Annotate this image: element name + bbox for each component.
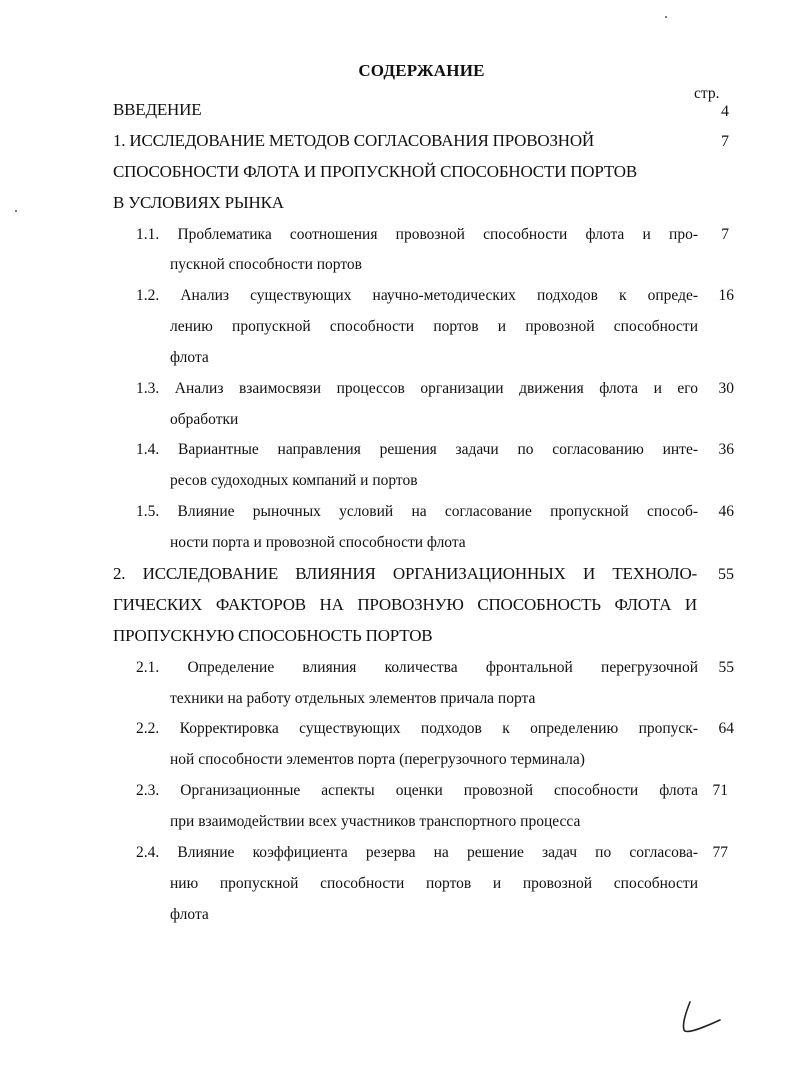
toc-entry-section-2-2	[136, 720, 734, 772]
toc-entry-chapter-2	[113, 564, 734, 654]
toc-entry-section-2-3	[136, 782, 728, 834]
toc-entry-section-2-1	[136, 659, 734, 711]
toc-entry-section-1-3	[136, 380, 734, 432]
toc-entry-page: 46	[718, 503, 734, 520]
toc-entry-line: техники на работу отдельных элементов причала порта	[170, 690, 536, 707]
toc-entry-section-1-4	[136, 441, 734, 493]
toc-entry-line: ности порта и провозной способности флота	[170, 534, 466, 551]
toc-entry-page: 7	[721, 133, 729, 150]
toc-entry-line: обработки	[170, 411, 239, 428]
toc-entry-line: В УСЛОВИЯХ РЫНКА	[113, 193, 284, 212]
toc-entry-section-2-4	[136, 844, 728, 928]
toc-entry-line: 1.5. Влияние рыночных условий на согласование пропускной способ-	[136, 503, 698, 520]
page-column-header: стр.	[694, 85, 720, 102]
toc-entry-page: 4	[721, 103, 729, 120]
toc-entry-line: 1.2. Анализ существующих научно-методических подходов к опреде-	[136, 287, 698, 304]
toc-entry-line: пускной способности портов	[170, 256, 362, 273]
toc-entry-section-1-1	[136, 226, 729, 278]
toc-entry-line: СПОСОБНОСТИ ФЛОТА И ПРОПУСКНОЙ СПОСОБНОСТИ ПОРТОВ	[113, 162, 638, 181]
toc-entry-line: 2.2. Корректировка существующих подходов к определению пропуск-	[136, 720, 698, 737]
toc-entry-page: 30	[718, 380, 734, 397]
toc-entry-line: ПРОПУСКНУЮ СПОСОБНОСТЬ ПОРТОВ	[113, 626, 433, 645]
toc-entry-line: ной способности элементов порта (перегрузочного терминала)	[170, 751, 585, 768]
toc-entry-line: 2. ИССЛЕДОВАНИЕ ВЛИЯНИЯ ОРГАНИЗАЦИОННЫХ И ТЕХНОЛО-	[113, 564, 697, 583]
toc-entry-line: ГИЧЕСКИХ ФАКТОРОВ НА ПРОВОЗНУЮ СПОСОБНОСТЬ ФЛОТА И	[113, 595, 697, 614]
toc-entry-line: ВВЕДЕНИЕ	[113, 100, 202, 119]
toc-entry-line: ресов судоходных компаний и портов	[170, 472, 418, 489]
toc-entry-line: нию пропускной способности портов и провозной способности	[170, 875, 698, 892]
toc-entry-introduction	[113, 100, 729, 126]
page-title: СОДЕРЖАНИЕ	[358, 61, 485, 80]
toc-entry-page: 36	[718, 441, 734, 458]
toc-entry-line: 1. ИССЛЕДОВАНИЕ МЕТОДОВ СОГЛАСОВАНИЯ ПРОВОЗНОЙ	[113, 131, 595, 150]
toc-entry-line: при взаимодействии всех участников транспортного процесса	[170, 813, 581, 830]
toc-entry-line: 2.3. Организационные аспекты оценки провозной способности флота	[136, 782, 698, 799]
toc-entry-page: 16	[718, 287, 734, 304]
toc-entry-page: 64	[718, 720, 734, 737]
toc-entry-section-1-5	[136, 503, 734, 555]
handwritten-signature-mark	[676, 996, 726, 1036]
toc-entry-page: 77	[712, 844, 728, 861]
toc-entry-line: 1.1. Проблематика соотношения провозной способности флота и про-	[136, 226, 698, 243]
scan-speck	[15, 210, 17, 212]
toc-entry-line: флота	[170, 906, 209, 923]
toc-entry-line: 1.3. Анализ взаимосвязи процессов организации движения флота и его	[136, 380, 698, 397]
toc-entry-page: 7	[721, 226, 729, 243]
toc-entry-page: 55	[718, 659, 734, 676]
toc-entry-section-1-2	[136, 287, 734, 371]
toc-entry-line: 2.4. Влияние коэффициента резерва на решение задач по согласова-	[136, 844, 698, 861]
toc-entry-line: 2.1. Определение влияния количества фронтальной перегрузочной	[136, 659, 698, 676]
toc-entry-line: лению пропускной способности портов и провозной способности	[170, 318, 698, 335]
toc-entry-page: 71	[712, 782, 728, 799]
toc-entry-page: 55	[718, 566, 734, 583]
scan-speck	[665, 16, 667, 18]
toc-entry-line: 1.4. Вариантные направления решения задачи по согласованию инте-	[136, 441, 698, 458]
toc-entry-line: флота	[170, 349, 209, 366]
toc-entry-chapter-1	[113, 131, 729, 221]
